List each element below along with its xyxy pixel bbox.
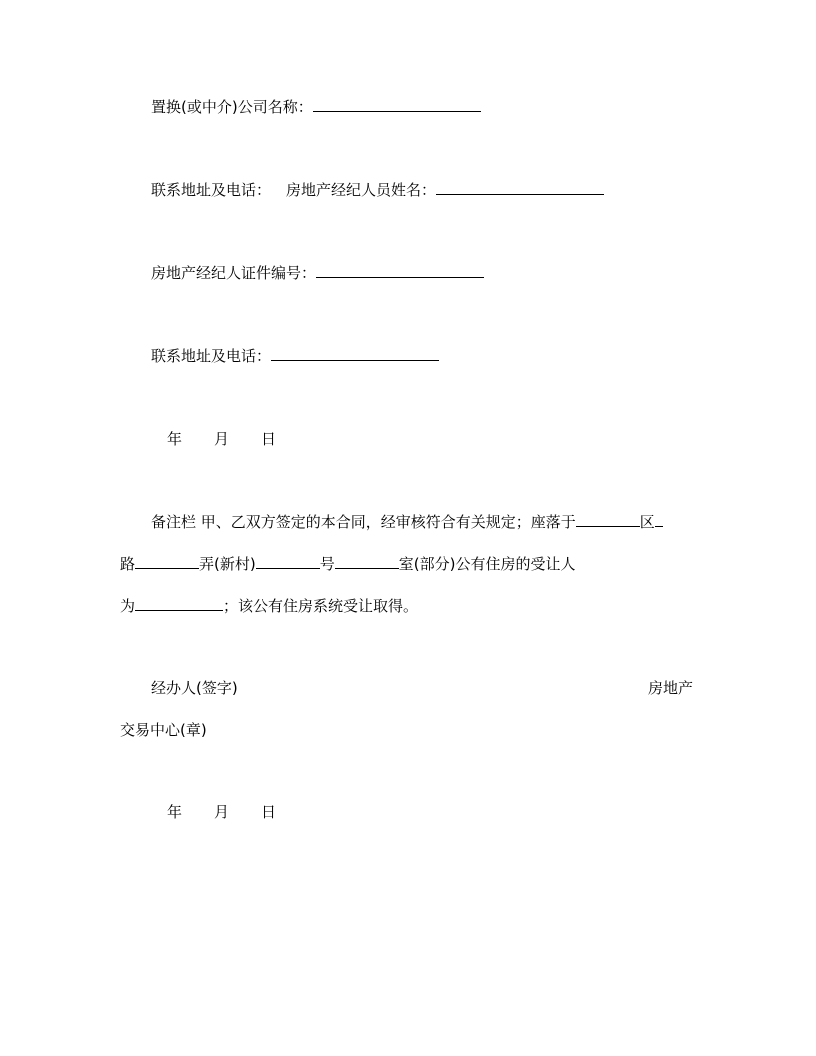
date2-year: 年 xyxy=(167,803,183,821)
date2-day: 日 xyxy=(261,803,277,821)
trading-center-label-part2: 交易中心(章) xyxy=(120,721,207,739)
company-name-row xyxy=(151,97,481,117)
center-label-part1-row xyxy=(648,678,693,698)
company-name-label: 置换(或中介)公司名称： xyxy=(151,98,313,116)
date1-day: 日 xyxy=(261,430,277,448)
contact-address-label: 联系地址及电话： xyxy=(151,181,272,199)
agent-name-blank xyxy=(436,180,604,195)
remarks-end: ；该公有住房系统受让取得。 xyxy=(223,597,419,615)
handler-signature-label: 经办人(签字) xyxy=(151,679,238,697)
remarks-line-3 xyxy=(120,596,418,616)
agent-cert-blank xyxy=(316,263,484,278)
lane-blank xyxy=(256,554,320,569)
date1-month: 月 xyxy=(214,430,230,448)
company-name-blank xyxy=(313,97,481,112)
contact2-label: 联系地址及电话： xyxy=(151,347,272,365)
trading-center-label-part1: 房地产 xyxy=(648,679,694,697)
remarks-intro: 备注栏 甲、乙双方签定的本合同，经审核符合有关规定；座落于 xyxy=(151,513,576,531)
date1-year: 年 xyxy=(167,430,183,448)
lane-label: 弄(新村) xyxy=(199,555,256,573)
agent-cert-label: 房地产经纪人证件编号： xyxy=(151,264,317,282)
date2-month: 月 xyxy=(214,803,230,821)
road-label: 路 xyxy=(120,555,136,573)
transferee-blank xyxy=(135,596,223,611)
date-row-1 xyxy=(167,429,276,449)
district-blank xyxy=(655,512,663,527)
handler-row xyxy=(151,678,238,698)
date-row-2 xyxy=(167,802,276,822)
agent-name-label: 房地产经纪人员姓名： xyxy=(286,181,437,199)
remarks-line-2 xyxy=(120,554,575,574)
contact2-blank xyxy=(271,346,439,361)
number-blank xyxy=(335,554,399,569)
contact2-row xyxy=(151,346,439,366)
district-label: 区 xyxy=(639,513,655,531)
location-blank xyxy=(576,512,640,527)
transferee-for-label: 为 xyxy=(120,597,136,615)
contact-agent-row xyxy=(151,180,604,200)
remarks-line-1 xyxy=(151,512,663,532)
center-label-part2-row xyxy=(120,720,207,740)
room-label: 室(部分)公有住房的受让人 xyxy=(398,555,576,573)
road-blank xyxy=(135,554,199,569)
agent-cert-row xyxy=(151,263,484,283)
number-label: 号 xyxy=(319,555,335,573)
